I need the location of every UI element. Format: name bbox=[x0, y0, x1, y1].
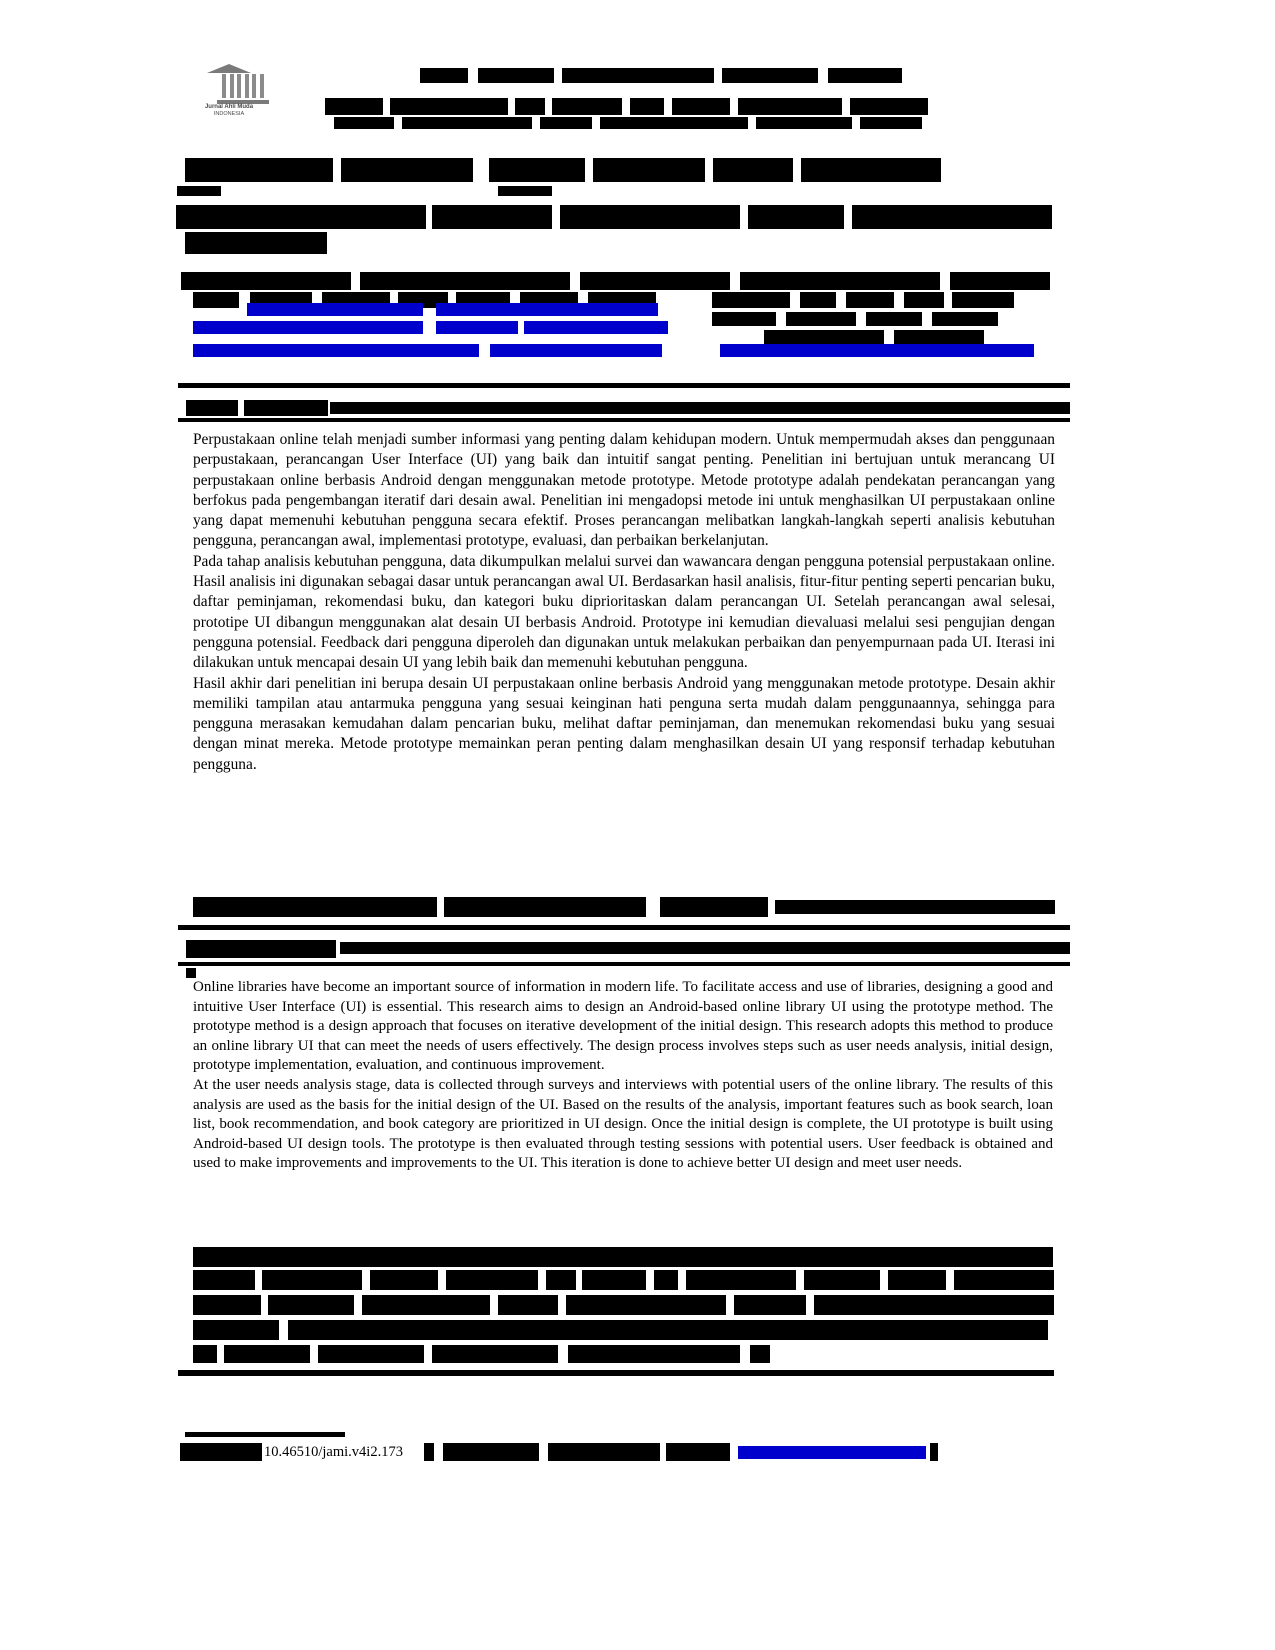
logo-label: Jurnal Ahli Muda INDONESIA bbox=[204, 104, 254, 117]
abstract-indonesian bbox=[193, 430, 1055, 775]
abstract-en-paragraph-1: Online libraries have become an important source of information in modern life. To facilitate access and use of libraries, designing a good and intuitive User Interface (UI) is essential. This research aims to design an Android-based online library UI using the prototype method. The prototype method is a design approach that focuses on iterative development of the initial design. This research adopts this method to produce an online library UI that can meet the needs of users effectively. The design process involves steps such as user needs analysis, initial design, prototype implementation, evaluation, and continuous improvement. bbox=[193, 979, 1053, 1074]
divider-top bbox=[178, 383, 1070, 388]
abstract-id-paragraph-2: Pada tahap analisis kebutuhan pengguna, data dikumpulkan melalui survei dan wawancara dengan pengguna potensial perpustakaan online. Hasil analisis ini digunakan sebagai dasar untuk perancangan awal UI. Berdasarkan hasil analisis, fitur-fitur penting seperti pencarian buku, daftar peminjaman, rekomendasi buku, dan kategori buku diprioritaskan dalam perancangan UI. Setelah perancangan awal selesai, prototipe UI dibangun menggunakan alat desain UI berbasis Android. Prototype ini kemudian dievaluasi melalui sesi pengujian dengan pengguna potensial. Feedback dari pengguna diperoleh dan digunakan untuk melakukan perbaikan dan penyempurnaan pada UI. Iterasi ini dilakukan untuk mencapai desain UI yang lebih baik dan memenuhi kebutuhan pengguna. bbox=[193, 552, 1055, 672]
abstract-id-paragraph-1: Perpustakaan online telah menjadi sumber informasi yang penting dalam kehidupan modern. Untuk mempermudah akses dan penggunaan perpustakaan, perancangan User Interface (UI) yang baik dan intuitif sangat penting. Penelitian ini bertujuan untuk merancang UI perpustakaan online berbasis Android dengan menggunakan metode prototype. Metode prototype adalah pendekatan perancangan yang berfokus pada pengembangan iteratif dari desain awal. Penelitian ini mengadopsi metode ini untuk menghasilkan UI perpustakaan online yang dapat memenuhi kebutuhan pengguna secara efektif. Proses perancangan melibatkan langkah-langkah seperti analisis kebutuhan pengguna, perancangan awal, implementasi prototype, evaluasi, dan perbaikan berkelanjutan. bbox=[193, 431, 1055, 550]
library-building-icon bbox=[207, 64, 251, 98]
abstract-en-paragraph-2: At the user needs analysis stage, data is collected through surveys and interviews with potential users of the online library. The results of this analysis are used as the basis for the initial design of the UI. Based on the results of the analysis, important features such as book search, loan list, book recommendation, and book category are prioritized in UI design. Once the initial design is complete, the UI prototype is built using Android-based UI design tools. The prototype is then evaluated through testing sessions with potential users. User feedback is obtained and used to make improvements and improvements to the UI. This iteration is done to achieve better UI design and meet user needs. bbox=[193, 1076, 1053, 1172]
journal-url-link[interactable] bbox=[738, 1446, 926, 1459]
abstract-id-paragraph-3: Hasil akhir dari penelitian ini berupa desain UI perpustakaan online berbasis Android yang menggunakan metode prototype. Desain akhir memiliki tampilan atau antarmuka pengguna yang sesuai keinginan hati penguna serta mudah dalam penggunaannya, sehingga para pengguna merasakan kemudahan dalam pencarian buku, melihat daftar peminjaman, dan menemukan rekomendasi buku yang sesuai dengan minat mereka. Metode prototype memainkan peran penting dalam menghasilkan desain UI yang responsif terhadap kebutuhan pengguna. bbox=[193, 674, 1055, 773]
abstract-english bbox=[193, 978, 1053, 1174]
doi-text: 10.46510/jami.v4i2.173 bbox=[264, 1444, 403, 1460]
journal-logo bbox=[193, 60, 265, 122]
